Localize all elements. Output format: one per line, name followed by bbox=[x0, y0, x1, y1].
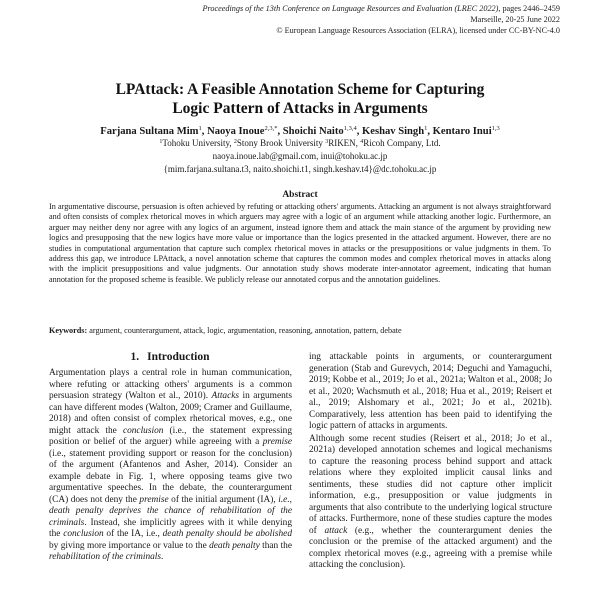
body-text: of the IA, i.e., bbox=[103, 529, 163, 539]
proceedings-header bbox=[200, 3, 560, 36]
section-heading-introduction bbox=[49, 351, 291, 363]
license-line: © European Language Resources Association (ELRA), licensed under CC-BY-NC-4.0 bbox=[276, 26, 560, 35]
left-column bbox=[49, 368, 292, 564]
author-name: Shoichi Naito bbox=[282, 126, 344, 137]
body-text: than the bbox=[259, 540, 292, 551]
affil-name: Stony Brook University bbox=[236, 138, 326, 148]
author-name: Farjana Sultana Mim bbox=[100, 126, 199, 137]
intro-paragraph: ing attackable points in arguments, or counterargument generation (Stab and Gurevych, 2014; Deguchi and Yamaguchi, 2019; Kobbe et al., 2019; Jo et al., 2021a; Walton et al., 2008; Jo et al., 2020; Wachsmuth et al., 2018; Hua et al., 2019; Reisert et al., 2019; Alshomary et al., 2021; Jo et al., 2021b). Comparatively, less attention has been paid to identifying the logic pattern of attacks in arguments. bbox=[309, 352, 552, 431]
affil-name: Ricoh Company, Ltd. bbox=[363, 138, 441, 148]
affil-name: Tohoku University, bbox=[162, 138, 234, 148]
section-title: Introduction bbox=[147, 351, 210, 363]
paper-title bbox=[0, 80, 600, 118]
author-name: Naoya Inoue bbox=[207, 126, 265, 137]
emph-ie: i.e. bbox=[278, 494, 290, 505]
emph-premise: premise bbox=[262, 437, 292, 447]
proceedings-line bbox=[200, 3, 560, 14]
keywords-line bbox=[49, 326, 551, 336]
body-text: (i.e., the statement expressing position or belief of the arguer) while agreeing with a bbox=[49, 425, 292, 447]
emph-premise: premise bbox=[139, 494, 169, 505]
email-line-1: naoya.inoue.lab@gmail.com, inui@tohoku.ac.jp bbox=[212, 151, 388, 161]
section-number: 1. bbox=[130, 351, 140, 363]
affil-name: RIKEN, bbox=[328, 138, 361, 148]
affiliations-line bbox=[0, 136, 600, 150]
author-affil-mark: 1,3,4 bbox=[343, 125, 357, 132]
emph-attack: attack bbox=[324, 525, 348, 536]
body-text: Although some recent studies (Reisert et al., 2018; Jo et al., 2021a) developed annotation schemes and logical mechanisms to capture the reasoning process behind support and attack relations where they exploited implicit causal links and sentiments, these studies did not capture other implicit information, e.g., presupposition or value judgments in arguments that also contribute to the underlying logical structure of attacks. Furthermore, none of these studies capture the modes of bbox=[309, 433, 552, 536]
author-name: Keshav Singh bbox=[362, 126, 425, 137]
body-text: by giving more importance or value to the bbox=[49, 540, 210, 551]
email-line-2: {mim.farjana.sultana.t3, naito.shoichi.t1, singh.keshav.t4}@dc.tohoku.ac.jp bbox=[163, 164, 437, 174]
emph-quote: death penalty should be abolished bbox=[162, 529, 292, 539]
right-column bbox=[309, 352, 552, 572]
keywords-text: argument, counterargument, attack, logic, argumentation, reasoning, annotation, pattern, debate bbox=[87, 326, 402, 335]
body-text: Argumentation plays a central role in human communication, where refuting or attacking others' arguments is a common persuasion strategy (Walton et al., 2010). bbox=[49, 368, 292, 401]
body-text: . bbox=[161, 552, 164, 562]
affil-mark: 2 bbox=[233, 139, 237, 145]
author-affil-mark: 1 bbox=[424, 125, 428, 132]
affil-mark: 4 bbox=[360, 139, 364, 145]
emph-quote: death penalty deprives the chance of rehabilitation of the criminals bbox=[49, 506, 292, 528]
body-text: (e.g., whether the counterargument denies the conclusion or the premise of the attacked argument) and the complex rhetorical moves (e.g., agreeing with a premise while attacking the conclusion). bbox=[309, 525, 552, 570]
affiliations-block bbox=[0, 136, 600, 176]
author-list: Farjana Sultana Mim$^1$, Naoya Inoue$^{2,3,*}$, Shoichi Naito$^{1,3,4}$, Keshav Singh$^1$, Kentaro Inui$^{1,3}$ bbox=[100, 125, 500, 137]
body-text: (i.e., statement providing support or reason for the conclusion) of the argument (Afantenos and Asher, 2014). Consider an example debate in Fig. 1, where opposing teams give two argumentative speeches. In the debate, the counterargument (CA) does not deny the bbox=[49, 448, 292, 505]
author-affil-mark: 1,3 bbox=[491, 125, 500, 132]
body-text: in arguments can have different modes (Walton, 2009; Cramer and Guillaume, 2018) and often consist of complex rhetorical moves, e.g., one might attack the bbox=[49, 391, 292, 436]
author-affil-mark: 1 bbox=[198, 125, 202, 132]
body-text: , bbox=[289, 494, 292, 505]
intro-paragraph bbox=[309, 434, 552, 572]
emph-attacks: Attacks bbox=[211, 391, 240, 401]
abstract-heading: Abstract bbox=[282, 190, 318, 200]
body-text: of the initial argument (IA), bbox=[168, 494, 279, 505]
author-affil-mark: 2,3,* bbox=[264, 125, 278, 132]
abstract-text: In argumentative discourse, persuasion is often achieved by refuting or attacking others' arguments. Attacking an argument is not always straightforward and often consists of complex rhetorical moves in which arguers may agree with a logic of an argument while attacking another logic. Furthermore, an arguer may neither deny nor agree with any logics of an argument, instead ignore them and attack the main stance of the argument by providing new logics and presupposing that the new logics have more value or importance than the logics presented in the attacked argument. However, there are no studies in computational argumentation that capture such complex rhetorical moves in attacks or the presuppositions or value judgments in them. To address this gap, we introduce LPAttack, a novel annotation scheme that captures the common modes and complex rhetorical moves in attacks along with the implicit presuppositions and value judgments. Our annotation study shows moderate inter-annotator agreement, indicating that human annotation for the proposed scheme is feasible. We publicly release our annotated corpus and the annotation guidelines. bbox=[49, 202, 551, 284]
emph-conclusion: conclusion bbox=[122, 425, 164, 436]
keywords-label: Keywords: bbox=[49, 326, 88, 335]
emph-quote: rehabilitation of the criminals bbox=[49, 552, 162, 562]
emph-quote: death penalty bbox=[209, 540, 260, 551]
author-name: Kentaro Inui bbox=[432, 126, 492, 137]
proceedings-pages: , pages 2446–2459 bbox=[498, 4, 560, 13]
conference-location: Marseille, 20-25 June 2022 bbox=[470, 15, 560, 24]
body-text: . Instead, she implicitly agrees with it while denying the bbox=[49, 517, 292, 539]
proceedings-title: Proceedings of the 13th Conference on Language Resources and Evaluation (LREC 2022) bbox=[202, 4, 499, 13]
affil-mark: 1 bbox=[159, 139, 163, 145]
title-line-2: Logic Pattern of Attacks in Arguments bbox=[172, 100, 428, 117]
title-line-1: LPAttack: A Feasible Annotation Scheme for Capturing bbox=[115, 81, 485, 98]
emph-conclusion: conclusion bbox=[63, 529, 104, 539]
intro-paragraph bbox=[49, 368, 292, 564]
affil-mark: 3 bbox=[325, 139, 329, 145]
